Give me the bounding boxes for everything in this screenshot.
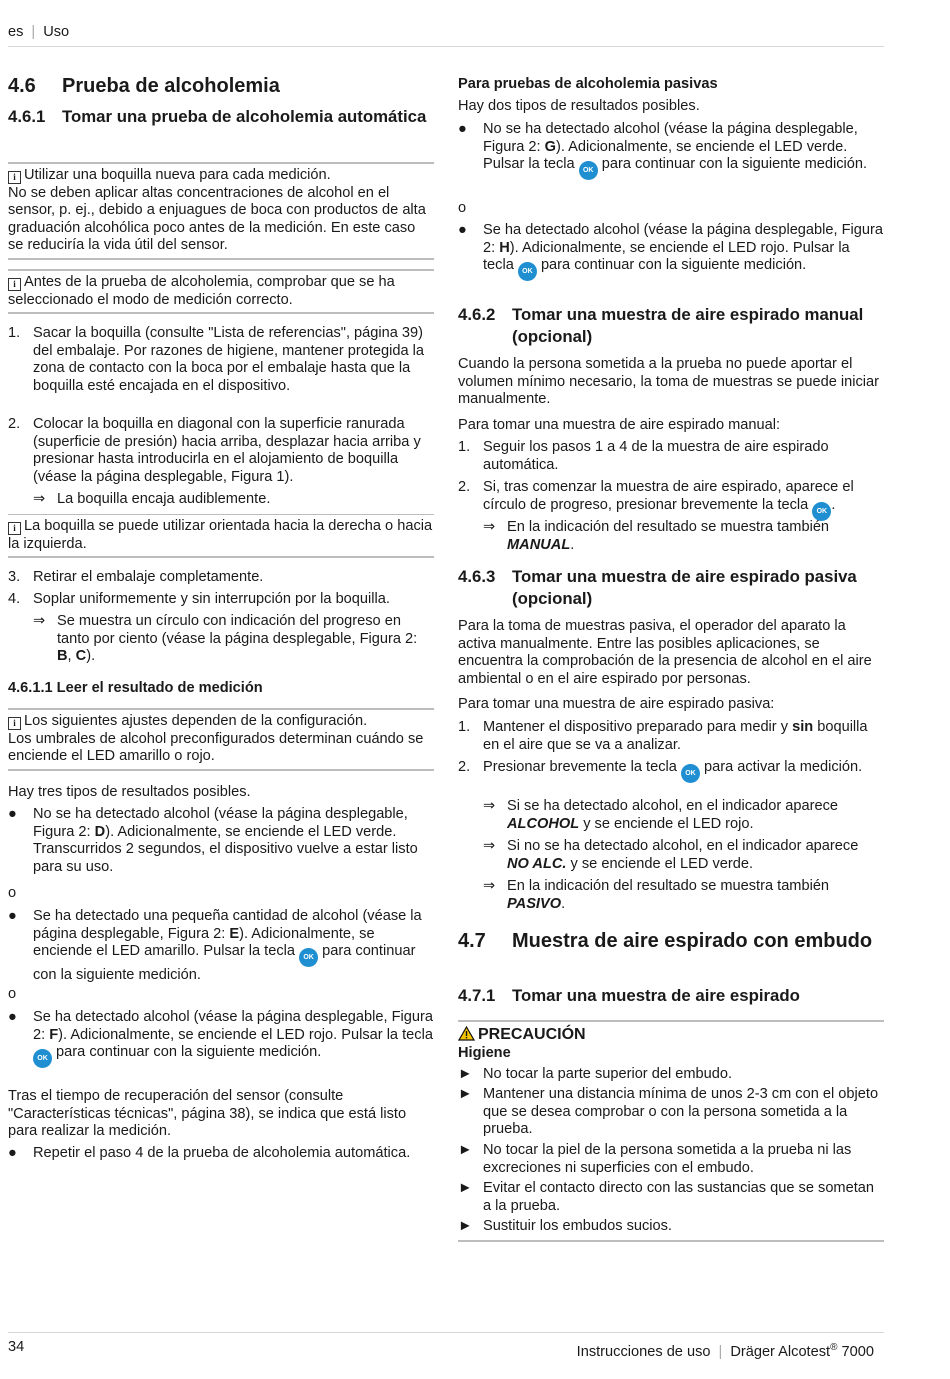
info-icon: i	[8, 278, 21, 291]
step-result	[8, 491, 434, 509]
paragraph: Para la toma de muestras pasiva, el operador del aparato la activa manualmente. Entre las posibles aplicaciones, se encuentra la comprobación de la presencia de alcohol en el aire ambiental o en el aire espirado por personas.	[458, 618, 872, 687]
bullet-text: Repetir el paso 4 de la prueba de alcoholemia automática.	[33, 1145, 411, 1161]
footer-doc-title: Instrucciones de uso | Dräger Alcotest® 7000	[576, 1342, 874, 1360]
note-text: Los umbrales de alcohol preconfigurados determinan cuándo se enciende el LED amarillo o rojo.	[8, 730, 424, 765]
bullet-text: Se ha detectado una pequeña cantidad de alcohol (véase la página desplegable, Figura 2: E). Adicionalmente, se enciende el LED amarillo. Pulsar la tecla OK para continuar con la siguiente medición.	[33, 908, 422, 984]
info-note-mouthpiece	[8, 162, 434, 260]
bullet-text: No se ha detectado alcohol (véase la página desplegable, Figura 2: D). Adicionalmente, se enciende el LED verde. Transcurridos 2 segundos, el dispositivo vuelve a estar listo para su uso.	[33, 806, 418, 875]
note-text: Antes de la prueba de alcoholemia, comprobar que se ha seleccionado el modo de medición correcto.	[8, 274, 395, 308]
ok-button-icon: OK	[518, 262, 537, 281]
result-text: La boquilla encaja audiblemente.	[57, 491, 271, 507]
heading-title: Tomar una muestra de aire espirado manual (opcional)	[512, 305, 864, 346]
result-text: Si no se ha detectado alcohol, en el indicador aparece NO ALC. y se enciende el LED verde.	[507, 838, 859, 872]
ok-button-icon: OK	[579, 161, 598, 180]
header-separator: |	[31, 24, 36, 40]
paragraph: Para tomar una muestra de aire espirado pasiva:	[458, 696, 775, 712]
bullet-icon: ●	[8, 806, 17, 822]
list-item	[458, 479, 884, 521]
list-item	[458, 759, 884, 783]
bullet-icon: ●	[8, 908, 17, 924]
page-header	[8, 24, 69, 42]
step-result	[458, 838, 884, 873]
caution-title: PRECAUCIÓN	[458, 1025, 884, 1045]
list-item	[8, 591, 434, 609]
step-number: 1.	[458, 719, 471, 735]
paragraph: Tras el tiempo de recuperación del sensor (consulte "Características técnicas", página 38), se indica que está listo para realizar la medición.	[8, 1088, 407, 1140]
page-number: 34	[8, 1339, 25, 1355]
ok-button-icon: OK	[33, 1049, 52, 1068]
heading-title: Prueba de alcoholemia	[62, 75, 280, 97]
step-text: Retirar el embalaje completamente.	[33, 569, 264, 585]
info-note-config	[8, 708, 434, 771]
triangle-bullet-icon: ►	[458, 1086, 473, 1103]
bullet-icon: ●	[8, 1145, 17, 1161]
note-text: La boquilla se puede utilizar orientada hacia la derecha o hacia la izquierda.	[8, 518, 433, 552]
step-text: Seguir los pasos 1 a 4 de la muestra de aire espirado automática.	[483, 439, 829, 473]
caution-subtitle: Higiene	[458, 1045, 511, 1061]
step-number: 1.	[458, 439, 471, 455]
info-icon: i	[8, 522, 21, 535]
triangle-bullet-icon: ►	[458, 1218, 473, 1235]
paragraph: Para tomar una muestra de aire espirado manual:	[458, 417, 781, 433]
list-item	[8, 325, 434, 395]
heading-4-7	[458, 929, 884, 953]
bullet-item	[458, 222, 884, 281]
step-number: 3.	[8, 569, 21, 585]
step-result	[458, 798, 884, 833]
heading-number: 4.7.1	[458, 986, 496, 1005]
list-item	[458, 439, 884, 474]
bullet-text: Se ha detectado alcohol (véase la página desplegable, Figura 2: H). Adicionalmente, se enciende el LED rojo. Pulsar la tecla OK para continuar con la siguiente medición.	[483, 222, 884, 281]
triangle-bullet-icon: ►	[458, 1065, 473, 1082]
warning-icon	[458, 1026, 475, 1041]
bullet-icon: ●	[458, 222, 467, 238]
heading-4-6-1-1: 4.6.1.1 Leer el resultado de medición	[8, 680, 263, 696]
caution-item: ► Evitar el contacto directo con las sustancias que se sometan a la prueba.	[458, 1180, 874, 1214]
step-number: 4.	[8, 591, 21, 607]
result-arrow-icon: ⇒	[483, 838, 496, 854]
caution-item: ► No tocar la parte superior del embudo.	[458, 1065, 733, 1082]
paragraph: Hay dos tipos de resultados posibles.	[458, 98, 700, 114]
result-arrow-icon: ⇒	[483, 519, 496, 535]
caution-box	[458, 1020, 884, 1242]
result-text: En la indicación del resultado se muestra también PASIVO.	[507, 878, 830, 912]
step-text: Colocar la boquilla en diagonal con la superficie ranurada (superficie de presión) hacia arriba, desplazar hacia arriba y presionar hasta introducirla en el alojamiento de boquilla (véase la página desplegable, Figura 1).	[33, 416, 421, 485]
bullet-item	[8, 1009, 434, 1068]
step-text: Si, tras comenzar la muestra de aire espirado, aparece el círculo de progreso, presionar brevemente la tecla OK .	[483, 479, 884, 521]
ok-button-icon: OK	[681, 764, 700, 783]
result-arrow-icon: ⇒	[33, 613, 46, 629]
caution-item: ► Sustituir los embudos sucios.	[458, 1218, 672, 1235]
heading-number: 4.6.2	[458, 305, 496, 324]
heading-number: 4.7	[458, 930, 486, 952]
ok-button-icon: OK	[299, 948, 318, 967]
ok-button-icon: OK	[812, 502, 831, 521]
step-text: Soplar uniformemente y sin interrupción por la boquilla.	[33, 591, 390, 607]
heading-title: Tomar una muestra de aire espirado pasiva (opcional)	[512, 567, 857, 608]
info-note-mode	[8, 269, 434, 314]
info-icon: i	[8, 171, 21, 184]
triangle-bullet-icon: ►	[458, 1180, 473, 1197]
result-arrow-icon: ⇒	[33, 491, 46, 507]
bullet-item	[8, 806, 434, 876]
note-text: Los siguientes ajustes dependen de la configuración.	[24, 713, 368, 729]
step-number: 1.	[8, 325, 21, 341]
heading-number: 4.6.1	[8, 107, 46, 126]
note-text: Utilizar una boquilla nueva para cada medición.	[24, 167, 331, 183]
heading-4-7-1	[458, 985, 884, 1007]
step-text: Mantener el dispositivo preparado para medir y sin boquilla en el aire que se va a analizar.	[483, 719, 868, 753]
heading-title: Tomar una muestra de aire espirado	[512, 986, 800, 1005]
paragraph: Cuando la persona sometida a la prueba no puede aportar el volumen mínimo necesario, la toma de muestras se puede iniciar manualmente.	[458, 356, 879, 408]
bullet-text: No se ha detectado alcohol (véase la página desplegable, Figura 2: G). Adicionalmente, se enciende el LED verde. Pulsar la tecla OK para continuar con la siguiente medición.	[483, 121, 884, 180]
heading-4-6	[8, 75, 434, 98]
list-item	[458, 719, 884, 754]
heading-number: 4.6	[8, 75, 36, 97]
step-result	[8, 613, 434, 666]
note-text: No se deben aplicar altas concentraciones de alcohol en el sensor, p. ej., debido a enjuagues de boca con productos de alta graduación alcohólica poco antes de la medición. En este caso se reduciría la vida útil del sensor.	[8, 184, 426, 254]
bullet-item	[8, 908, 434, 985]
step-result	[458, 878, 884, 913]
list-item	[8, 569, 434, 587]
header-lang: es	[8, 24, 24, 40]
step-number: 2.	[458, 479, 471, 495]
step-number: 2.	[458, 759, 471, 775]
step-number: 2.	[8, 416, 21, 432]
heading-4-6-1	[8, 106, 434, 128]
result-arrow-icon: ⇒	[483, 798, 496, 814]
step-text: Sacar la boquilla (consulte "Lista de referencias", página 39) del embalaje. Por razones de higiene, mantener protegida la zona de contacto con la boca por el embalaje hasta que la boquilla esté encajada en el dispositivo.	[33, 325, 425, 394]
header-rule	[8, 46, 884, 47]
paragraph: Hay tres tipos de resultados posibles.	[8, 784, 251, 800]
subheading-passive: Para pruebas de alcoholemia pasivas	[458, 76, 718, 92]
footer-rule	[8, 1332, 884, 1333]
info-icon: i	[8, 717, 21, 730]
or-label: o	[8, 986, 17, 1002]
list-item	[8, 416, 434, 486]
result-text: En la indicación del resultado se muestra también MANUAL.	[507, 519, 830, 553]
result-text: Se muestra un círculo con indicación del progreso en tanto por ciento (véase la página desplegable, Figura 2: B, C).	[57, 613, 418, 665]
heading-number: 4.6.3	[458, 567, 496, 586]
bullet-item	[458, 121, 884, 180]
heading-4-6-2	[458, 304, 884, 347]
triangle-bullet-icon: ►	[458, 1141, 473, 1158]
result-arrow-icon: ⇒	[483, 878, 496, 894]
step-text: Presionar brevemente la tecla OK para activar la medición.	[483, 759, 862, 783]
bullet-text: Se ha detectado alcohol (véase la página desplegable, Figura 2: F). Adicionalmente, se enciende el LED rojo. Pulsar la tecla OK para continuar con la siguiente medición.	[33, 1009, 434, 1068]
header-section: Uso	[43, 24, 70, 40]
product-model: 7000	[841, 1343, 874, 1360]
heading-title: Muestra de aire espirado con embudo	[512, 930, 873, 952]
info-note-orientation	[8, 514, 434, 558]
or-label: o	[458, 200, 467, 216]
step-result	[458, 519, 884, 554]
heading-4-6-3	[458, 566, 884, 609]
bullet-icon: ●	[8, 1009, 17, 1025]
result-text: Si se ha detectado alcohol, en el indicador aparece ALCOHOL y se enciende el LED rojo.	[507, 798, 839, 832]
product-name: Dräger Alcotest	[730, 1343, 831, 1360]
caution-item: ► Mantener una distancia mínima de unos 2-3 cm con el objeto que se desea comprobar o con la persona sometida a la prueba.	[458, 1086, 879, 1138]
or-label: o	[8, 885, 17, 901]
bullet-icon: ●	[458, 121, 467, 137]
heading-title: Tomar una prueba de alcoholemia automática	[62, 107, 427, 126]
caution-item: ► No tocar la piel de la persona sometida a la prueba ni las excreciones ni superficies con el embudo.	[458, 1141, 852, 1176]
bullet-item	[8, 1145, 434, 1163]
